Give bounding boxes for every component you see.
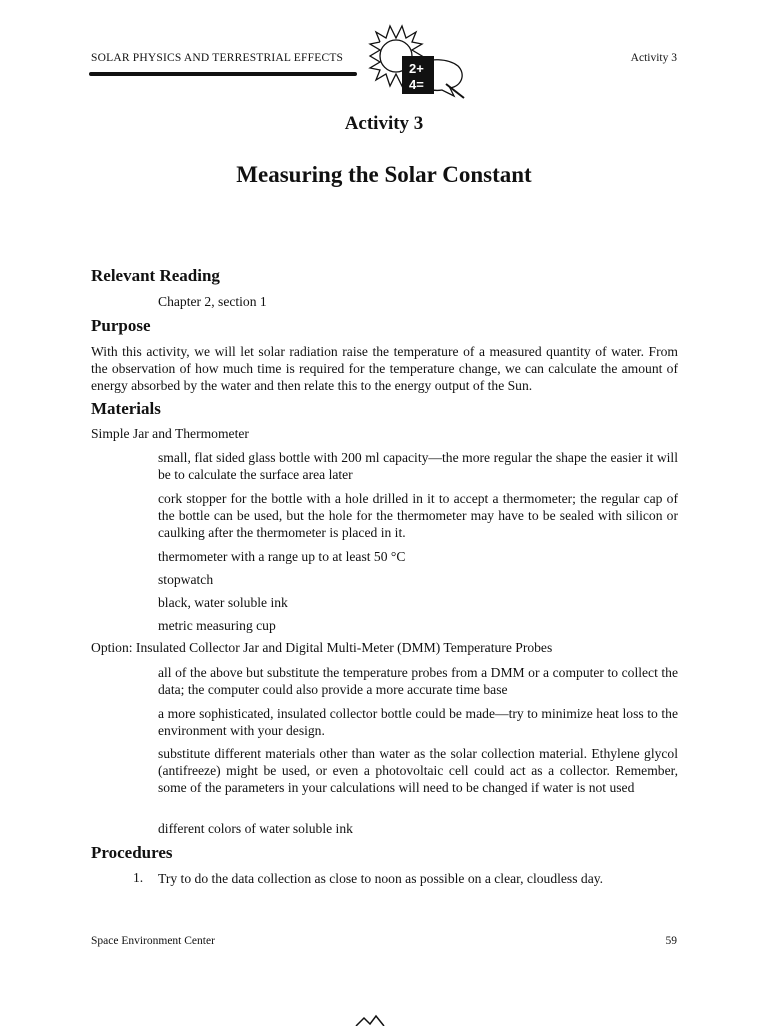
page-number: 59 xyxy=(665,935,677,947)
purpose-text: With this activity, we will let solar radiation raise the temperature of a measured quantity of water. From the observation of how much time is required for the temperature change, we can calculate the amount of energy absorbed by the water and then relate this to the energy output of the Sun. xyxy=(91,344,678,393)
materials-group2-title: Option: Insulated Collector Jar and Digital Multi-Meter (DMM) Temperature Probes xyxy=(91,640,553,655)
header-rule xyxy=(89,72,357,76)
list-item: thermometer with a range up to at least 50 °C xyxy=(158,549,406,564)
list-item: small, flat sided glass bottle with 200 ml capacity—the more regular the shape the easier it will be to calculate the surface area later xyxy=(158,450,678,482)
bottom-decoration-icon xyxy=(352,1014,392,1026)
purpose-heading: Purpose xyxy=(91,316,151,335)
list-item: a more sophisticated, insulated collector bottle could be made—try to minimize heat loss to the environment with your design. xyxy=(158,706,678,738)
procedure-step-number: 1. xyxy=(133,870,144,885)
list-item: all of the above but substitute the temperature probes from a DMM or a computer to collect the data; the computer could also provide a more accurate time base xyxy=(158,665,678,697)
procedures-heading: Procedures xyxy=(91,843,173,862)
materials-group1-title: Simple Jar and Thermometer xyxy=(91,426,249,441)
list-item: stopwatch xyxy=(158,572,214,587)
activity-number: Activity 3 xyxy=(344,113,424,134)
logo-text-1: 2+ xyxy=(409,61,424,76)
relevant-reading-heading: Relevant Reading xyxy=(91,266,220,285)
list-item: cork stopper for the bottle with a hole drilled in it to accept a thermometer; the regular cap of the bottle can be used, but the hole for the thermometer may have to be sealed with silicon or caulking after the thermometer is placed in it. xyxy=(158,491,678,540)
relevant-reading-text: Chapter 2, section 1 xyxy=(158,294,267,309)
page-title: Measuring the Solar Constant xyxy=(236,162,532,187)
procedure-step-text: Try to do the data collection as close to noon as possible on a clear, cloudless day. xyxy=(158,871,604,886)
list-item: black, water soluble ink xyxy=(158,595,288,610)
footer-publisher: Space Environment Center xyxy=(91,935,215,947)
materials-heading: Materials xyxy=(91,399,161,418)
header-activity-label: Activity 3 xyxy=(630,52,677,64)
running-title: SOLAR PHYSICS AND TERRESTRIAL EFFECTS xyxy=(91,52,344,64)
logo-text-2: 4= xyxy=(409,77,424,92)
list-item: substitute different materials other than water as the solar collection material. Ethylene glycol (antifreeze) might be used, or even a photovoltaic cell could act as a collector. Remember, some of the parameters in your calculations will need to be changed if water is not used xyxy=(158,746,678,795)
list-item: different colors of water soluble ink xyxy=(158,821,353,836)
list-item: metric measuring cup xyxy=(158,618,276,633)
sun-calculator-logo xyxy=(358,24,466,102)
